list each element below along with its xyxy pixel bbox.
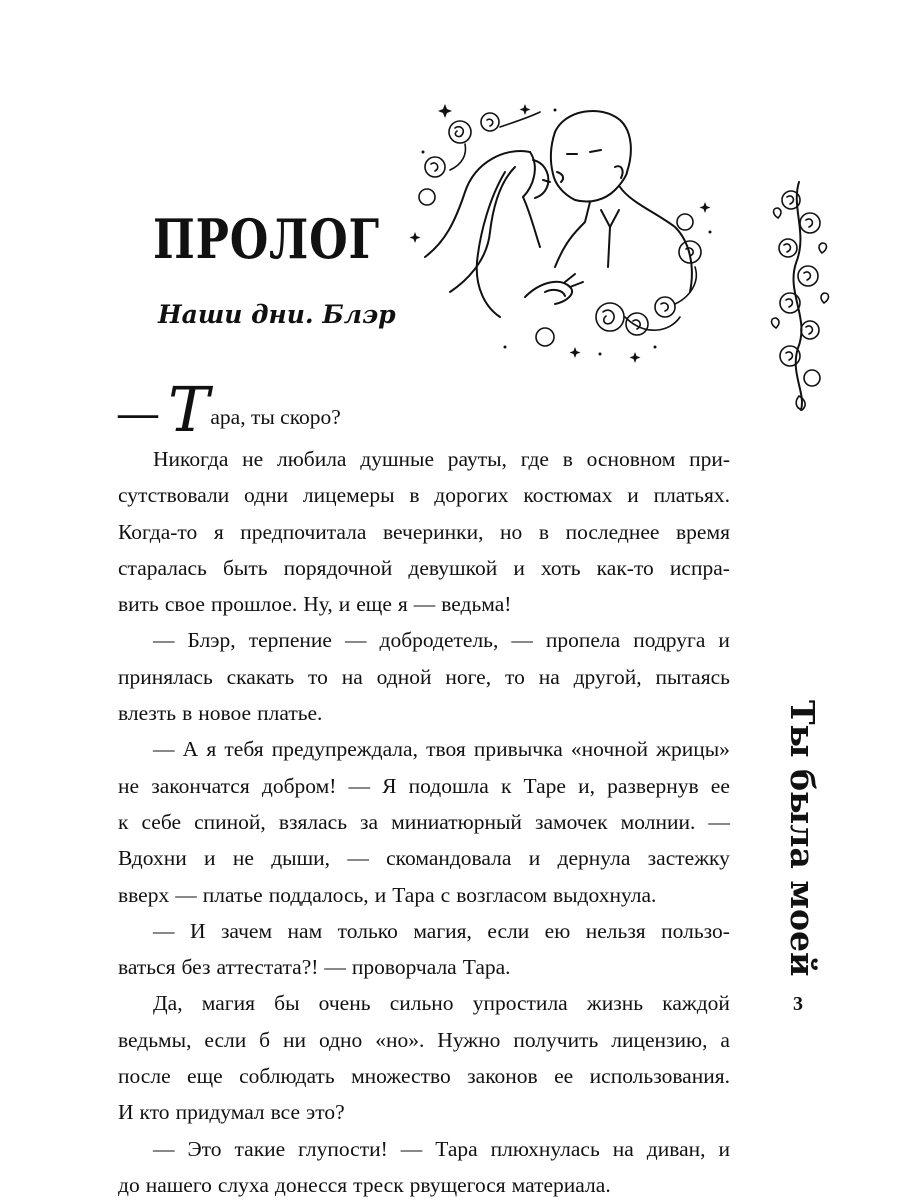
- text-line: ваться без аттестата?! — проворчала Тара.: [118, 955, 511, 980]
- text-line: — Блэр, терпение — добродетель, — пропела подруга и: [153, 628, 730, 653]
- opening-dash: —: [118, 390, 158, 435]
- text-line: к себе спиной, взялась за миниатюрный замочек молнии. —: [118, 809, 730, 834]
- text-line: Да, магия бы очень сильно упростила жизнь каждой: [153, 991, 730, 1016]
- chapter-subtitle: Наши дни. Блэр: [158, 300, 396, 329]
- text-line: после еще соблюдать множество законов ее использования.: [118, 1064, 730, 1089]
- text-line: Когда-то я предпочитала вечеринки, но в последнее время: [118, 519, 730, 544]
- book-title-vertical: Ты была моей: [783, 700, 822, 977]
- paragraph-lines: [118, 441, 730, 1203]
- chapter-title: ПРОЛОГ: [153, 207, 380, 271]
- text-line: не закончатся добром! — Я подошла к Таре и, развернув ее: [118, 773, 730, 798]
- drop-cap: Т: [168, 373, 210, 446]
- text-line: ведьмы, если б ни одно «но». Нужно получить лицензию, а: [118, 1027, 730, 1052]
- text-line: вверх — платье поддалось, и Тара с возгласом выдохнула.: [118, 882, 657, 907]
- text-line: И кто придумал все это?: [118, 1100, 345, 1125]
- text-line: влезть в новое платье.: [118, 701, 323, 726]
- text-line: вить свое прошлое. Ну, и еще я — ведьма!: [118, 592, 512, 617]
- text-line: — Это такие глупости! — Тара плюхнулась на диван, и: [153, 1136, 730, 1161]
- text-line: старалась быть порядочной девушкой и хоть как-то испра-: [118, 555, 730, 580]
- text-line: Никогда не любила душные рауты, где в основном при-: [153, 447, 730, 471]
- kissing-couple-illustration: [405, 92, 735, 367]
- text-line: — А я тебя предупреждала, твоя привычка «ночной жрицы»: [153, 737, 730, 762]
- rose-vine-ornament: [766, 178, 832, 414]
- text-line: до нашего слуха донесся треск рвущегося материала.: [118, 1172, 611, 1197]
- opening-text: ара, ты скоро?: [210, 405, 341, 429]
- opening-line: [118, 373, 730, 446]
- text-line: Вдохни и не дыши, — скомандовала и дернула застежку: [118, 846, 730, 871]
- text-line: принялась скакать то на одной ноге, то на другой, пытаясь: [118, 664, 730, 689]
- page-number: 3: [793, 993, 803, 1015]
- text-line: — И зачем нам только магия, если ею нельзя пользо-: [153, 918, 730, 943]
- text-line: сутствовали одни лицемеры в дорогих костюмах и платьях.: [118, 483, 730, 508]
- body-text: [118, 373, 730, 1203]
